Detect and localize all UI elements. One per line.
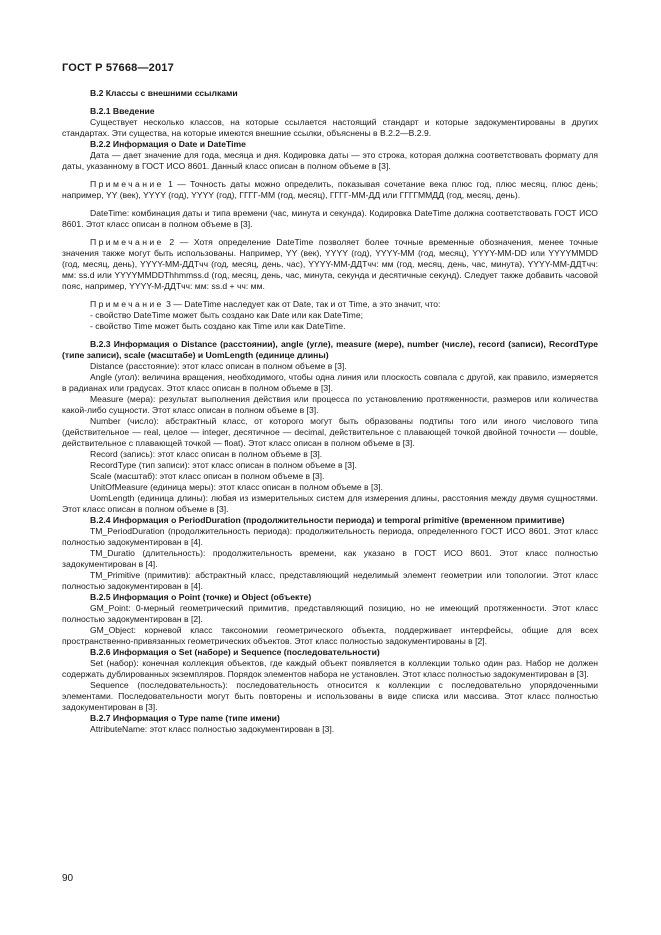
note-label: Примечание xyxy=(90,299,164,309)
subsection-title: В.2.7 Информация о Type name (типе имени) xyxy=(90,713,280,723)
paragraph: TM_Duratio (длительность): продолжительность времени, как указано в ГОСТ ИСО 8601. Этот класс полностью задокументирован в [4]. xyxy=(62,548,598,569)
paragraph: Set (набор): конечная коллекция объектов, где каждый объект появляется в коллекции только один раз. Набор не должен содержать дублированных экземпляров. Порядок элементов набора не установлен. Этот класс полностью задокументирован в [3]. xyxy=(62,658,598,679)
list-item: - свойство Time может быть создано как Time или как DateTime. xyxy=(90,321,346,331)
paragraph: GM_Object: корневой класс таксономии геометрического объекта, поддерживает интерфейсы, общие для всех пространственно-привязанных геометрических объектов. Этот класс полностью задокументированы в [2]. xyxy=(62,625,598,646)
paragraph: Существует несколько классов, на которые ссылается настоящий стандарт и которые задокументированы в других стандартах. Эти существа, на которые имеются внешние ссылки, объяснены в В.2.2—В.2.9. xyxy=(62,117,598,138)
paragraph: Дата — дает значение для года, месяца и дня. Кодировка даты — это строка, которая должна соответствовать формату для даты, указанному в ГОСТ ИСО 8601. Данный класс описан в полном объеме в [3]. xyxy=(62,150,598,171)
subsection-title: В.2.4 Информация о PeriodDuration (продолжительности периода) и temporal primitive (временном примитиве) xyxy=(90,515,565,525)
section-title: В.2 Классы с внешними ссылками xyxy=(90,88,238,98)
paragraph: Angle (угол): величина вращения, необходимого, чтобы одна линия или плоскость совпала с другой, как правило, измеряется в радианах или градусах. Этот класс описан в полном объеме в [3]. xyxy=(62,372,598,393)
paragraph: RecordType (тип записи): этот класс описан в полном объеме в [3]. xyxy=(90,460,357,470)
subsection-title: В.2.5 Информация о Point (точке) и Object (объекте) xyxy=(90,592,312,602)
note xyxy=(62,299,598,310)
paragraph: Sequence (последовательность): последовательность относится к коллекции с последовательно упорядоченными элементами. Последовательности могут быть повторены и использованы в виде списка или массива. Этот класс полностью задокументирован в [3]. xyxy=(62,680,598,712)
note-text: 2 — Хотя определение DateTime позволяет более точные временные обозначения, менее точные значения также могут быть использованы. Например, YY (век), YYYY (год), YYYY-MM (год, месяц), YYYY-MM-DD или YYYYMMDD (год, месяц, день), YYYY-ММ-ДДТчч (год, месяц, день, час), YYYY-ММ-ДДТчч: мм (год, месяц, день, час, минута), YYYY-ММ-ДДТчч: мм: ss.d или YYYYMMDDThhmmss.d (год, месяц, день, час, минута, секунда и десятичные секунд). Следует также добавить часовой пояс, например, YYYY-М-ДДТчч: мм: ss.d + чч: мм. xyxy=(62,237,598,291)
paragraph: TM_PeriodDuration (продолжительность периода): продолжительность периода, определенного ГОСТ ИСО 8601. Этот класс полностью задокументирован в [4]. xyxy=(62,526,598,547)
paragraph: GM_Point: 0-мерный геометрический примитив, представляющий позицию, но не имеющий протяженности. Этот класс полностью задокументирован в [2]. xyxy=(62,603,598,624)
subsection-title: В.2.6 Информация о Set (наборе) и Sequence (последовательности) xyxy=(90,647,380,657)
paragraph: Number (число): абстрактный класс, от которого могут быть образованы подтипы того или иного числового типа (действительное — real, целое — integer, десятичное — decimal, действительное с плавающей точкой двойной точности — double, действительное с плавающей точкой — float). Этот класс описан в полном объеме в [3]. xyxy=(62,416,598,448)
page-number: 90 xyxy=(62,873,74,884)
note-text: 3 — DateTime наследует как от Date, так и от Time, а это значит, что: xyxy=(163,299,441,309)
note xyxy=(62,179,598,201)
paragraph: Scale (масштаб): этот класс описан в полном объеме в [3]. xyxy=(90,471,325,481)
note xyxy=(62,237,598,292)
document-body xyxy=(62,88,598,735)
paragraph: AttributeName: этот класс полностью задокументирован в [3]. xyxy=(90,724,335,734)
paragraph: Measure (мера): результат выполнения действия или процесса по установлению протяженности, размеров или количества какой-либо сущности. Этот класс описан в полном объеме в [3]. xyxy=(62,394,598,415)
paragraph: DateTime: комбинация даты и типа времени (час, минута и секунда). Кодировка DateTime должна соответствовать ГОСТ ИСО 8601. Этот класс описан в полном объеме в [3]. xyxy=(62,208,598,229)
note-text: 1 — Точность даты можно определить, показывая сочетание века плюс год, плюс месяц, плюс день; например, YY (век), YYYY (год), YYYY (год), ГГГГ-ММ (год, месяц), ГГГГ-ММ-ДД или ГГГГММДД (год, месяц, день). xyxy=(62,179,598,200)
note-label: Примечание xyxy=(90,237,164,247)
note-label: Примечание xyxy=(90,179,164,189)
paragraph: Record (запись): этот класс описан в полном объеме в [3]. xyxy=(90,449,323,459)
paragraph: Distance (расстояние): этот класс описан в полном объеме в [3]. xyxy=(90,361,347,371)
subsection-title: В.2.2 Информация о Date и DateTime xyxy=(90,139,246,149)
subsection-title: В.2.1 Введение xyxy=(90,106,155,116)
list-item: - свойство DateTime может быть создано как Date или как DateTime; xyxy=(90,310,363,320)
paragraph: UnitOfMeasure (единица меры): этот класс описан в полном объеме в [3]. xyxy=(90,482,383,492)
paragraph: TM_Primitive (примитив): абстрактный класс, представляющий неделимый элемент геометрии или топологии. Этот класс полностью задокументирован в [4]. xyxy=(62,570,598,591)
document-header: ГОСТ Р 57668—2017 xyxy=(62,62,174,74)
paragraph: UomLength (единица длины): любая из измерительных систем для измерения длины, расстояния между двумя сущностями. Этот класс описан в полном объеме в [3]. xyxy=(62,493,598,514)
subsection-title: В.2.3 Информация о Distance (расстоянии), angle (угле), measure (мере), number (числе), record (записи), RecordType (типе записи), scale (масштабе) и UomLength (единице длины) xyxy=(62,339,598,360)
